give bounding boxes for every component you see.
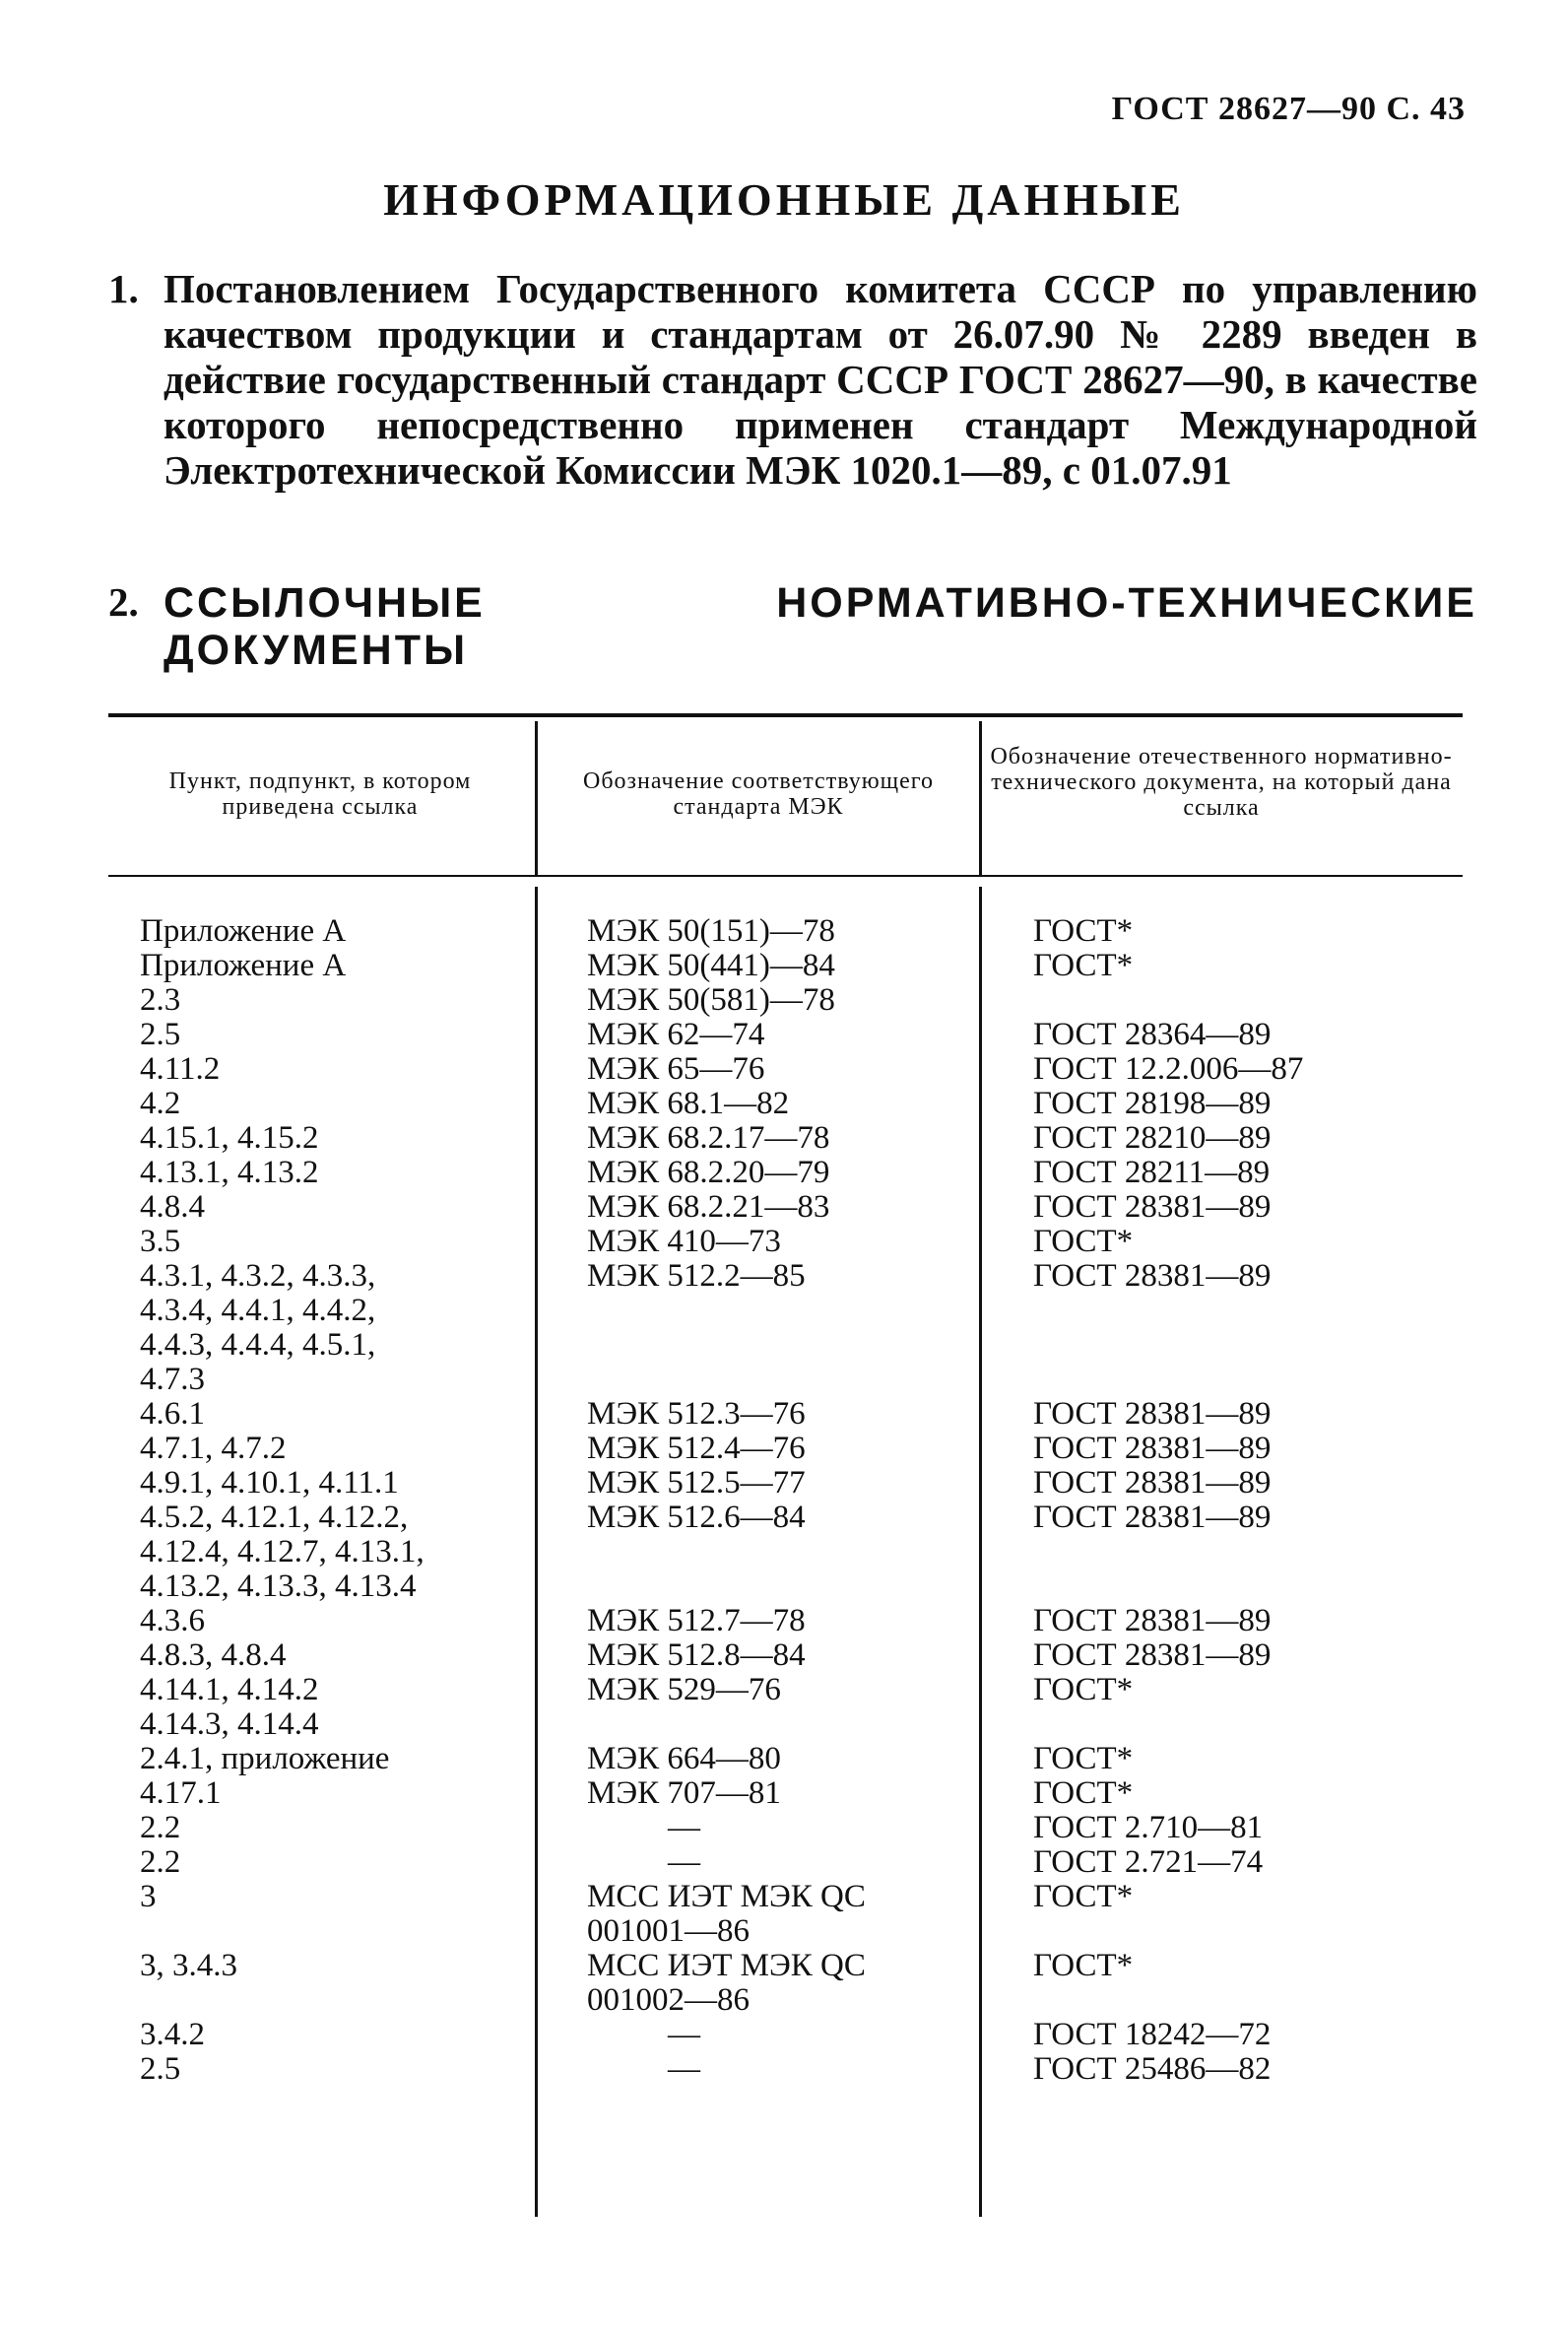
table-row [0,1190,1568,1225]
table-row [0,2052,1568,2087]
table-row [0,1294,1568,1328]
cell-clause: 4.4.3, 4.4.4, 4.5.1, [140,1327,376,1363]
cell-national-document: ГОСТ 28381—89 [1033,1189,1272,1225]
table-row [0,1259,1568,1294]
cell-iec-standard: МЭК 50(151)—78 [587,913,835,949]
cell-iec-standard: МЭК 68.1—82 [587,1086,790,1121]
table-row [0,1880,1568,1914]
table-row [0,1328,1568,1363]
cell-clause: 4.11.2 [140,1051,221,1087]
cell-clause: 3 [140,1879,157,1914]
table-column-divider [979,721,982,875]
table-row [0,1845,1568,1880]
cell-national-document: ГОСТ 28381—89 [1033,1465,1272,1501]
cell-iec-standard: МЭК 512.6—84 [587,1500,806,1535]
cell-iec-standard: МЭК 512.4—76 [587,1431,806,1466]
cell-national-document: ГОСТ 28381—89 [1033,1258,1272,1294]
table-row [0,1432,1568,1466]
cell-national-document: ГОСТ 28381—89 [1033,1431,1272,1466]
cell-national-document: ГОСТ 28210—89 [1033,1120,1272,1156]
table-row [0,1604,1568,1638]
cell-clause: 2.5 [140,1017,181,1052]
table-body [0,914,1568,2087]
cell-iec-standard: 001002—86 [587,1982,750,2018]
cell-national-document: ГОСТ 28198—89 [1033,1086,1272,1121]
cell-clause: 4.6.1 [140,1396,205,1432]
cell-iec-standard: МЭК 68.2.21—83 [587,1189,830,1225]
table-row [0,2018,1568,2052]
section-1-number: 1. [108,266,139,311]
section-2-heading: ССЫЛОЧНЫЕ НОРМАТИВНО-ТЕХНИЧЕСКИЕ ДОКУМЕНТЫ [163,579,1477,674]
cell-clause: 4.2 [140,1086,181,1121]
cell-iec-standard: МЭК 65—76 [587,1051,765,1087]
page-title: ИНФОРМАЦИОННЫЕ ДАННЫЕ [383,174,1185,225]
cell-clause: 3, 3.4.3 [140,1948,237,1983]
table-row [0,1707,1568,1742]
cell-iec-standard: МСС ИЭТ МЭК QC [587,1948,866,1983]
cell-national-document: ГОСТ* [1033,1948,1134,1983]
cell-national-document: ГОСТ 12.2.006—87 [1033,1051,1304,1087]
cell-clause: 4.14.1, 4.14.2 [140,1672,319,1707]
table-row [0,1087,1568,1121]
cell-clause: 2.5 [140,2051,181,2087]
cell-iec-standard: МЭК 512.8—84 [587,1637,806,1673]
table-row [0,1225,1568,1259]
table-row [0,1535,1568,1569]
cell-clause: 2.2 [140,1810,181,1845]
cell-clause: 4.3.4, 4.4.1, 4.4.2, [140,1293,376,1328]
cell-clause: 2.2 [140,1844,181,1880]
cell-iec-standard: — [668,2017,700,2052]
cell-iec-standard: МЭК 512.3—76 [587,1396,806,1432]
table-column-divider [535,721,538,875]
cell-national-document: ГОСТ* [1033,948,1134,983]
table-row [0,1569,1568,1604]
table-row [0,1638,1568,1673]
cell-iec-standard: МЭК 50(581)—78 [587,982,835,1018]
table-row [0,1121,1568,1156]
section-1 [108,266,1477,493]
cell-iec-standard: МЭК 410—73 [587,1224,781,1259]
table-row [0,1776,1568,1811]
cell-iec-standard: — [668,1844,700,1880]
table-row [0,983,1568,1018]
table-row [0,1397,1568,1432]
cell-clause: 4.7.1, 4.7.2 [140,1431,287,1466]
cell-national-document: ГОСТ 28381—89 [1033,1500,1272,1535]
table-header-national-document: Обозначение отечественного нормативно-технического документа, на который дана ссылка [990,744,1453,821]
cell-clause: 4.13.2, 4.13.3, 4.13.4 [140,1568,417,1604]
table-row [0,1052,1568,1087]
cell-national-document: ГОСТ 25486—82 [1033,2051,1272,2087]
table-row [0,914,1568,949]
cell-iec-standard: МЭК 512.5—77 [587,1465,806,1501]
cell-national-document: ГОСТ* [1033,1879,1134,1914]
cell-national-document: ГОСТ* [1033,1224,1134,1259]
cell-iec-standard: МЭК 512.2—85 [587,1258,806,1294]
section-1-text: Постановлением Государственного комитета СССР по управлению качеством продукции и стандартам от 26.07.90 № 2289 введен в действие государственный стандарт СССР ГОСТ 28627—90, в качестве которого непосредственно применен стандарт Международной Электротехнической Комиссии МЭК 1020.1—89, с 01.07.91 [163,266,1477,493]
table-header-clause: Пункт, подпункт, в котором приведена ссылка [168,768,472,820]
cell-clause: 2.4.1, приложение [140,1741,390,1776]
table-row [0,1914,1568,1949]
cell-national-document: ГОСТ 28381—89 [1033,1396,1272,1432]
cell-iec-standard: МЭК 68.2.17—78 [587,1120,830,1156]
cell-clause: 4.7.3 [140,1362,205,1397]
table-header-rule [108,875,1463,877]
cell-national-document: ГОСТ 28381—89 [1033,1637,1272,1673]
cell-national-document: ГОСТ* [1033,913,1134,949]
cell-national-document: ГОСТ* [1033,1741,1134,1776]
cell-clause: 4.12.4, 4.12.7, 4.13.1, [140,1534,425,1569]
table-row [0,1949,1568,1983]
cell-clause: 4.8.3, 4.8.4 [140,1637,287,1673]
cell-iec-standard: МЭК 50(441)—84 [587,948,835,983]
cell-iec-standard: МСС ИЭТ МЭК QC [587,1879,866,1914]
cell-national-document: ГОСТ 2.710—81 [1033,1810,1264,1845]
cell-iec-standard: МЭК 707—81 [587,1775,781,1811]
cell-iec-standard: МЭК 68.2.20—79 [587,1155,830,1190]
table-row [0,1673,1568,1707]
cell-national-document: ГОСТ 28381—89 [1033,1603,1272,1638]
cell-clause: 4.3.1, 4.3.2, 4.3.3, [140,1258,376,1294]
cell-clause: Приложение А [140,913,347,949]
cell-iec-standard: — [668,1810,700,1845]
cell-iec-standard: — [668,2051,700,2087]
table-row [0,1018,1568,1052]
section-2 [108,579,1477,674]
table-row [0,1742,1568,1776]
cell-clause: 4.17.1 [140,1775,222,1811]
table-row [0,949,1568,983]
table-row [0,1363,1568,1397]
cell-national-document: ГОСТ 28211—89 [1033,1155,1271,1190]
cell-clause: Приложение А [140,948,347,983]
table-row [0,1156,1568,1190]
table-row [0,1501,1568,1535]
table-row [0,1983,1568,2018]
cell-national-document: ГОСТ 18242—72 [1033,2017,1272,2052]
cell-iec-standard: 001001—86 [587,1913,750,1949]
table-top-rule [108,713,1463,717]
cell-iec-standard: МЭК 664—80 [587,1741,781,1776]
cell-clause: 4.9.1, 4.10.1, 4.11.1 [140,1465,399,1501]
cell-iec-standard: МЭК 62—74 [587,1017,765,1052]
cell-clause: 4.13.1, 4.13.2 [140,1155,319,1190]
table-row [0,1466,1568,1501]
table-header-iec-standard: Обозначение соответствующего стандарта МЭК [582,768,935,820]
cell-national-document: ГОСТ* [1033,1775,1134,1811]
section-2-number: 2. [108,579,139,625]
cell-clause: 3.5 [140,1224,181,1259]
cell-national-document: ГОСТ 2.721—74 [1033,1844,1264,1880]
cell-clause: 4.3.6 [140,1603,205,1638]
cell-clause: 4.5.2, 4.12.1, 4.12.2, [140,1500,409,1535]
cell-iec-standard: МЭК 512.7—78 [587,1603,806,1638]
cell-iec-standard: МЭК 529—76 [587,1672,781,1707]
cell-clause: 3.4.2 [140,2017,205,2052]
page-header: ГОСТ 28627—90 С. 43 [1111,91,1466,127]
cell-national-document: ГОСТ* [1033,1672,1134,1707]
table-row [0,1811,1568,1845]
cell-clause: 4.14.3, 4.14.4 [140,1706,319,1742]
cell-clause: 4.8.4 [140,1189,205,1225]
cell-clause: 2.3 [140,982,181,1018]
cell-clause: 4.15.1, 4.15.2 [140,1120,319,1156]
cell-national-document: ГОСТ 28364—89 [1033,1017,1272,1052]
